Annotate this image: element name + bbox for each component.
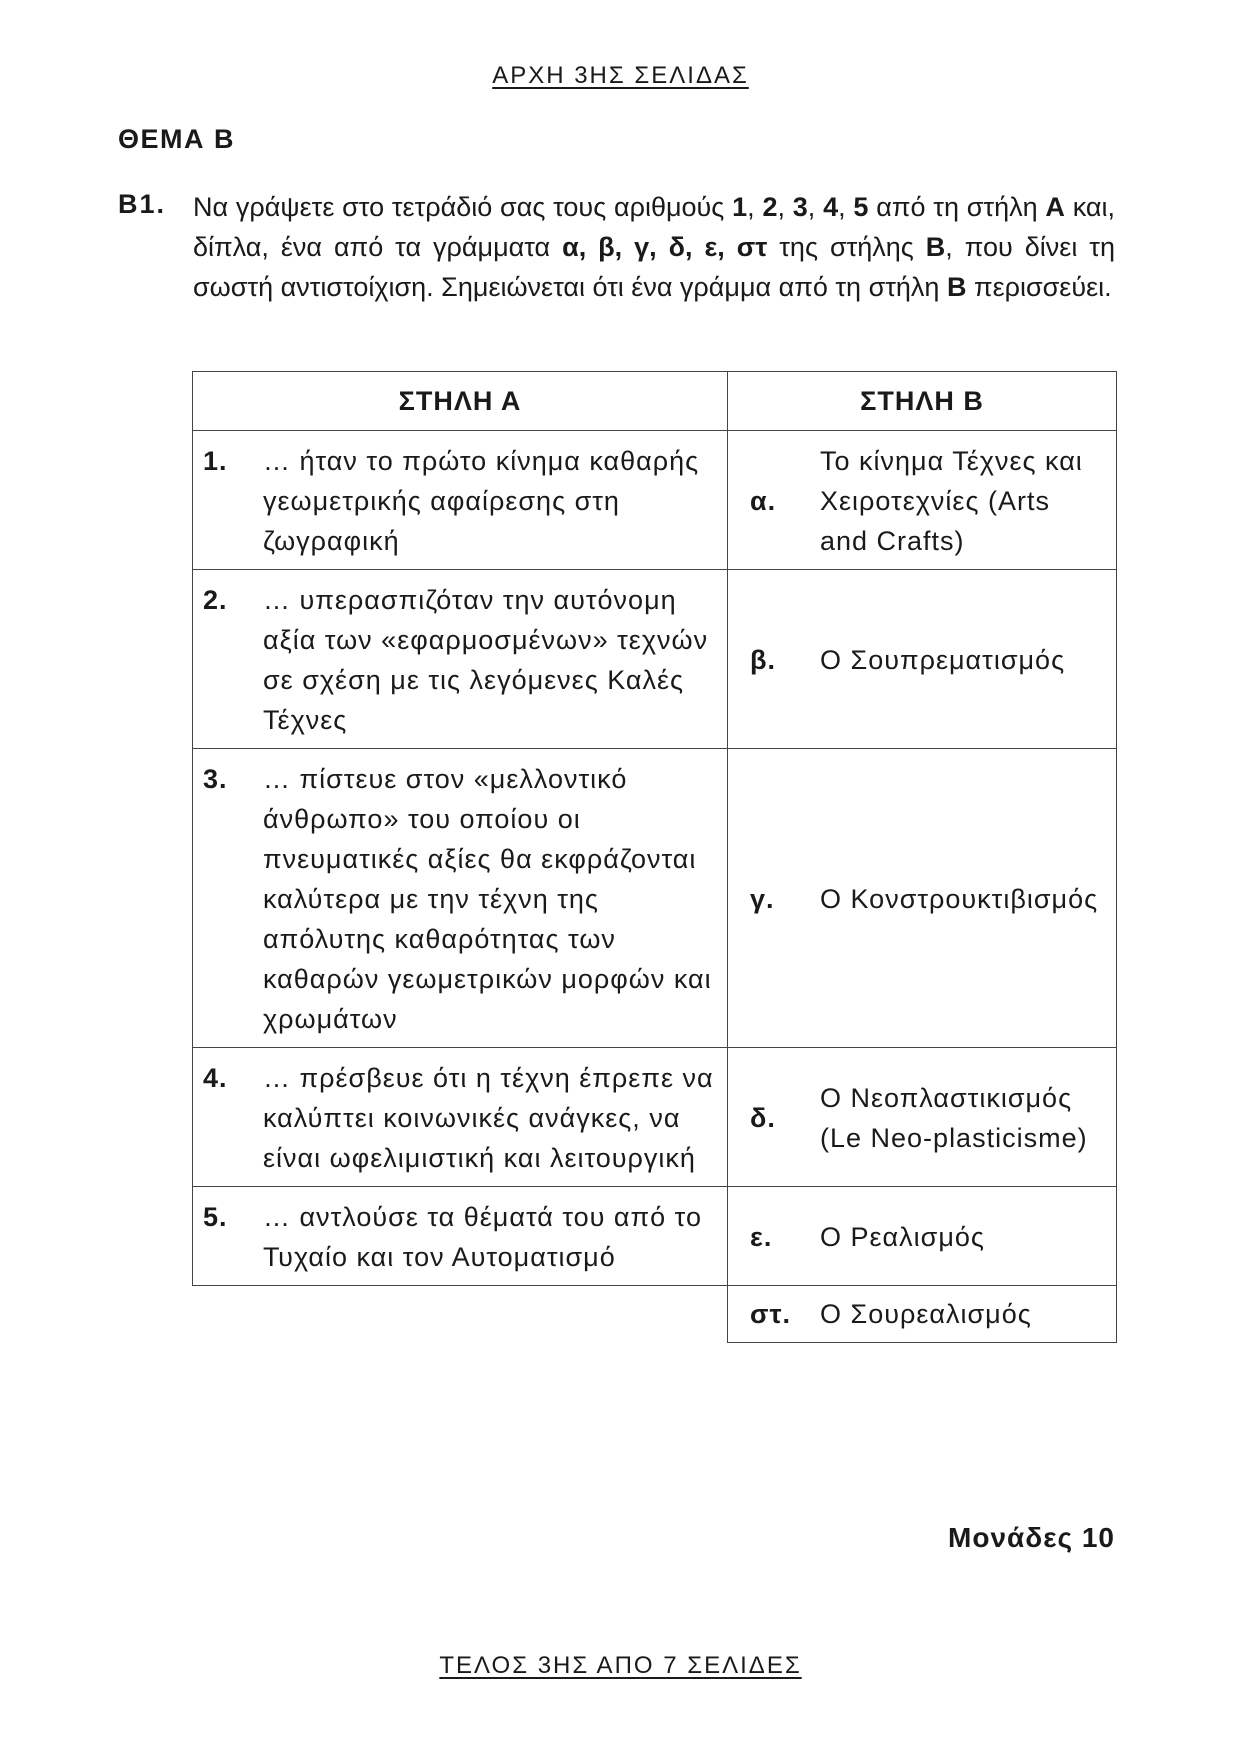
table-row (193, 431, 1117, 570)
column-a-header: ΣΤΗΛΗ Α (193, 372, 728, 431)
option-text: Ο Σουπρεματισμός (820, 645, 1066, 675)
question-part: 3 (792, 192, 808, 222)
option-letter: στ. (750, 1299, 792, 1329)
item-text: … ήταν το πρώτο κίνημα καθαρής γεωμετρικής αφαίρεσης στη ζωγραφική (263, 446, 700, 556)
column-b-cell (728, 570, 1117, 749)
item-number: 3. (203, 764, 228, 794)
question-part: 5 (853, 192, 869, 222)
question-part: Β (946, 272, 967, 302)
question-part: α, β, γ, δ, ε, στ (562, 232, 768, 262)
question-part: 2 (762, 192, 778, 222)
question-part: Α (1045, 192, 1065, 222)
question-part: και, δίπλα, ένα από τα γράμματα (193, 192, 1115, 262)
question-number: Β1. (118, 189, 167, 219)
option-letter: ε. (750, 1222, 773, 1252)
option-text: Ο Νεοπλαστικισμός (Le Neo-plasticisme) (820, 1083, 1088, 1153)
question-part: , που δίνει τη σωστή αντιστοίχιση. Σημειώνεται ότι ένα γράμμα από τη στήλη (193, 232, 1115, 302)
option-letter: δ. (750, 1103, 776, 1133)
question-part: , (777, 192, 793, 222)
theme-title: ΘΕΜΑ Β (118, 124, 235, 154)
table-row (193, 1187, 1117, 1286)
option-letter: β. (750, 645, 776, 675)
page-header: ΑΡΧΗ 3ΗΣ ΣΕΛΙΔΑΣ (492, 62, 749, 89)
column-b-cell (728, 1048, 1117, 1187)
item-number: 1. (203, 446, 228, 476)
item-text: … αντλούσε τα θέματά του από το Τυχαίο και τον Αυτοματισμό (263, 1202, 702, 1272)
option-text: Ο Κονστρουκτιβισμός (820, 884, 1099, 914)
column-b-cell (728, 1187, 1117, 1286)
item-number: 4. (203, 1063, 228, 1093)
question-part: 1 (732, 192, 748, 222)
question-part: , (807, 192, 824, 222)
column-a-cell (193, 1187, 728, 1286)
column-b-cell (728, 1286, 1117, 1343)
column-a-cell (193, 1048, 728, 1187)
item-number: 5. (203, 1202, 228, 1232)
column-b-header: ΣΤΗΛΗ Β (728, 372, 1117, 431)
item-text: … πρέσβευε ότι η τέχνη έπρεπε να καλύπτει κοινωνικές ανάγκες, να είναι ωφελιμιστική και λειτουργική (263, 1063, 714, 1173)
question-part: από τη στήλη (868, 192, 1046, 222)
column-b-cell (728, 749, 1117, 1048)
column-a-cell (193, 749, 728, 1048)
question-text (193, 187, 1115, 307)
item-text: … υπερασπιζόταν την αυτόνομη αξία των «εφαρμοσμένων» τεχνών σε σχέση με τις λεγόμενες Καλές Τέχνες (263, 585, 709, 735)
option-text: Ο Σουρεαλισμός (820, 1299, 1032, 1329)
points-label: Μονάδες 10 (948, 1522, 1115, 1553)
question-part: Να γράψετε στο τετράδιό σας τους αριθμούς (193, 192, 733, 222)
table-row (193, 570, 1117, 749)
option-letter: α. (750, 486, 777, 516)
question-part: Β (925, 232, 946, 262)
option-letter: γ. (750, 884, 775, 914)
page-footer: ΤΕΛΟΣ 3ΗΣ ΑΠΟ 7 ΣΕΛΙΔΕΣ (439, 1652, 802, 1679)
table-header-row (193, 372, 1117, 431)
table-row (193, 749, 1117, 1048)
table-row (193, 1048, 1117, 1187)
column-a-cell (193, 431, 728, 570)
item-text: … πίστευε στον «μελλοντικό άνθρωπο» του οποίου οι πνευματικές αξίες θα εκφράζονται καλύτερα με την τέχνη της απόλυτης καθαρότητας των καθαρών γεωμετρικών μορφών και χρωμάτων (263, 764, 712, 1034)
item-number: 2. (203, 585, 228, 615)
question-part: περισσεύει. (966, 272, 1112, 302)
question-part: της στήλης (767, 232, 926, 262)
empty-cell (193, 1286, 728, 1343)
table-row-extra (193, 1286, 1117, 1343)
option-text: Το κίνημα Τέχνες και Χειροτεχνίες (Arts and Crafts) (820, 446, 1083, 556)
question-part: , (747, 192, 763, 222)
question-part: , (838, 192, 854, 222)
column-a-cell (193, 570, 728, 749)
matching-table (192, 371, 1117, 1343)
column-b-cell (728, 431, 1117, 570)
option-text: Ο Ρεαλισμός (820, 1222, 985, 1252)
question-part: 4 (823, 192, 839, 222)
